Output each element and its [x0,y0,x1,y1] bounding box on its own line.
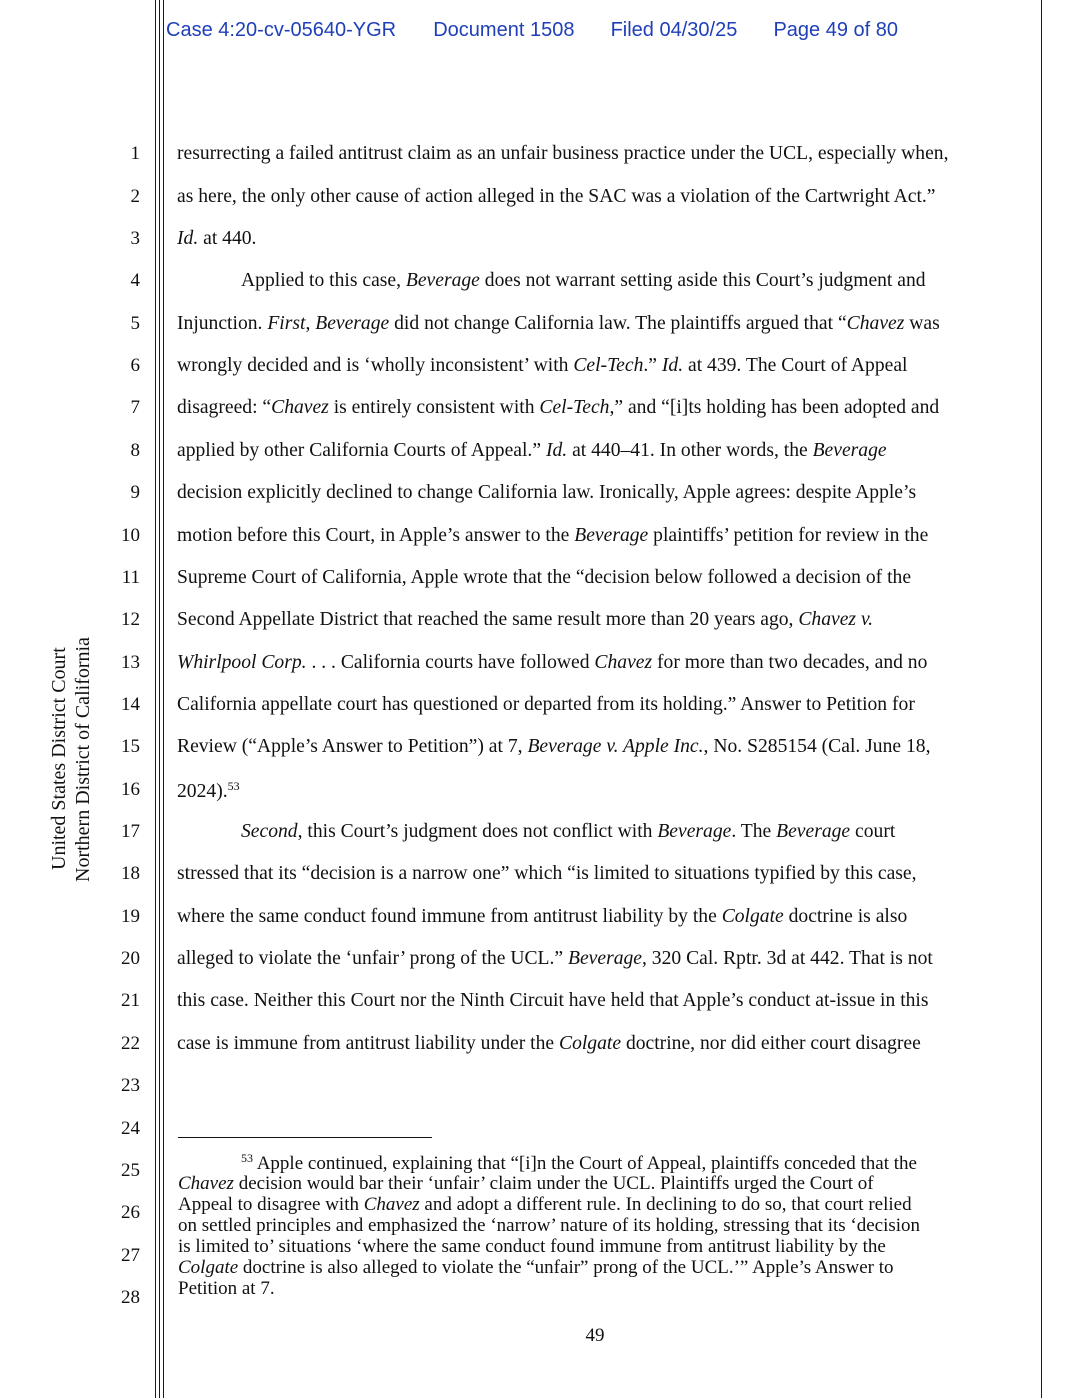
text-run: Supreme Court of California, Apple wrote that the “decision below followed a decision of the [177,567,912,588]
case-name: Beverage [315,313,390,334]
line-number: 13 [121,652,140,673]
line-number: 3 [130,228,140,249]
body-line-22 [177,1033,921,1055]
body-line-7 [177,397,939,419]
text-run: decision explicitly declined to change California law. Ironically, Apple agrees: despite Apple’s [177,482,917,503]
body-line-12 [177,609,873,631]
body-line-2 [177,186,936,208]
court-name: United States District Court [48,647,70,870]
text-run: .” [643,355,662,376]
case-name: Beverage [574,525,649,546]
body-line-3 [177,228,256,250]
case-name: Cel-Tech [539,397,610,418]
text-run: 2024). [177,781,228,802]
text-run: Appeal to disagree with [178,1194,364,1215]
page-of-total: Page 49 of 80 [773,19,899,41]
line-number: 8 [130,440,140,461]
text-run: is limited to’ situations ‘where the same conduct found immune from antitrust liability by the [178,1236,886,1257]
text-run: for more than two decades, and no [652,652,928,673]
text-run: and adopt a different rule. In declining to do so, that court relied [419,1194,912,1215]
case-name: Beverage v. Apple Inc. [527,736,704,757]
left-margin-rule-3 [163,0,164,1398]
line-number: 9 [130,482,140,503]
line-number: 14 [121,694,140,715]
body-line-16 [177,779,240,803]
line-number: 23 [121,1075,140,1096]
text-run: this case. Neither this Court nor the Ninth Circuit have held that Apple’s conduct at-issue in this [177,990,929,1011]
body-line-13 [177,652,927,674]
case-number: Case 4:20-cv-05640-YGR [166,19,397,41]
left-margin-rule-1 [155,0,156,1398]
line-number: 1 [130,143,140,164]
line-number: 15 [121,736,140,757]
text-run: was [904,313,940,334]
line-number: 21 [121,990,140,1011]
text-run: is entirely consistent with [328,397,540,418]
text-run: on settled principles and emphasized the ‘narrow’ nature of its holding, stressing that its ‘decision [178,1215,921,1236]
line-number: 17 [121,821,140,842]
text-run: Petition at 7. [178,1278,275,1299]
line-number: 18 [121,863,140,884]
text-run: Review (“Apple’s Answer to Petition”) at 7, [177,736,528,757]
text-run: at 440. [198,228,257,249]
case-name: Chavez [363,1194,420,1215]
text-run: Second Appellate District that reached the same result more than 20 years ago, [177,609,799,630]
case-name: Chavez [594,652,653,673]
case-name: Whirlpool Corp. [177,652,307,673]
footnote-line-1 [241,1152,917,1173]
body-line-10 [177,525,928,547]
left-margin-rule-2 [159,0,160,1398]
court-sidebar [46,0,102,1398]
line-number: 25 [121,1160,140,1181]
footnote-line-3 [178,1195,912,1214]
text-run: as here, the only other cause of action alleged in the SAC was a violation of the Cartwright Act.” [177,186,936,207]
text-run: alleged to violate the ‘unfair’ prong of the UCL.” [177,948,569,969]
text-run: stressed that its “decision is a narrow one” which “is limited to situations typified by this case, [177,863,917,884]
line-number: 20 [121,948,140,969]
text-run: Applied to this case, [241,270,406,291]
text-run: . . . California courts have followed [306,652,595,673]
footnote-line-2 [178,1174,874,1193]
text-run: court [850,821,896,842]
footnote-line-5 [178,1237,886,1256]
text-run: does not warrant setting aside this Court’s judgment and [479,270,926,291]
emphasis: First [267,313,306,334]
text-run: , [305,313,316,334]
body-line-9 [177,482,916,504]
body-line-18 [177,863,917,885]
body-line-5 [177,313,940,335]
footnote-line-7 [178,1279,275,1298]
line-number: 6 [130,355,140,376]
text-run: motion before this Court, in Apple’s answer to the [177,525,575,546]
document-number: Document 1508 [433,19,575,41]
body-line-21 [177,990,929,1012]
text-run: California appellate court has questioned or departed from its holding.” Answer to Petition for [177,694,915,715]
line-number: 28 [121,1287,140,1308]
text-run: doctrine, nor did either court disagree [621,1033,921,1054]
line-number: 10 [121,525,140,546]
case-header [166,19,898,42]
case-name: Beverage [568,948,642,969]
body-line-14 [177,694,915,716]
text-run: did not change California law. The plaintiffs argued that “ [389,313,847,334]
text-run: wrongly decided and is ‘wholly inconsistent’ with [177,355,574,376]
footnote-number: 53 [241,1151,253,1165]
text-run: , No. S285154 (Cal. June 18, [703,736,931,757]
case-name: Beverage [405,270,480,291]
text-run: at 440–41. In other words, the [567,440,813,461]
footnote-reference[interactable]: 53 [227,779,240,793]
text-run: ,” and “[i]ts holding has been adopted and [609,397,940,418]
case-name: Chavez [846,313,905,334]
text-run: doctrine is also [783,906,908,927]
text-run: doctrine is also alleged to violate the “unfair” prong of the UCL.’” Apple’s Answer to [238,1257,894,1278]
case-name: Beverage [812,440,887,461]
text-run: applied by other California Courts of Appeal.” [177,440,546,461]
line-number: 27 [121,1245,140,1266]
case-name: Beverage [776,821,851,842]
body-line-15 [177,736,931,758]
text-run: , 320 Cal. Rptr. 3d at 442. That is not [642,948,933,969]
text-run: decision would bar their ‘unfair’ claim under the UCL. Plaintiffs urged the Court of [233,1173,874,1194]
text-run: disagreed: “ [177,397,272,418]
text-run: at 439. The Court of Appeal [683,355,908,376]
case-name: Chavez v. [798,609,874,630]
district-name: Northern District of California [72,637,94,882]
case-name: Chavez [271,397,329,418]
page-number: 49 [585,1325,605,1346]
line-number: 4 [130,270,140,291]
line-number: 22 [121,1033,140,1054]
body-line-6 [177,355,908,377]
text-run: Apple continued, explaining that “[i]n the Court of Appeal, plaintiffs conceded that the [253,1153,917,1174]
text-run: Injunction. [177,313,268,334]
footnote-line-4 [178,1216,920,1235]
right-margin-rule [1041,0,1042,1398]
text-run: case is immune from antitrust liability under the [177,1033,559,1054]
footnote-line-6 [178,1258,894,1277]
body-line-4 [241,270,926,292]
citation-id: Id. [661,355,684,376]
case-name: Chavez [178,1173,234,1194]
case-name: Cel-Tech [573,355,644,376]
doctrine-name: Colgate [559,1033,622,1054]
citation-id: Id. [545,440,568,461]
line-number: 16 [121,779,140,800]
text-run: plaintiffs’ petition for review in the [648,525,929,546]
text-run: resurrecting a failed antitrust claim as an unfair business practice under the UCL, especially when, [177,143,949,164]
line-number: 2 [130,186,140,207]
body-line-11 [177,567,911,589]
line-number: 7 [130,397,140,418]
text-run: , this Court’s judgment does not conflict with [297,821,658,842]
line-number: 26 [121,1202,140,1223]
body-line-1 [177,143,949,165]
line-number: 11 [121,567,140,588]
text-run: . The [731,821,777,842]
line-number: 24 [121,1118,140,1139]
body-line-19 [177,906,907,928]
doctrine-name: Colgate [178,1257,239,1278]
doctrine-name: Colgate [721,906,784,927]
body-line-20 [177,948,933,970]
line-number: 12 [121,609,140,630]
case-name: Beverage [657,821,732,842]
body-line-8 [177,440,887,462]
line-number: 5 [130,313,140,334]
citation-id: Id. [177,228,199,249]
text-run: where the same conduct found immune from antitrust liability by the [177,906,722,927]
filed-date: Filed 04/30/25 [610,19,738,41]
emphasis: Second [241,821,298,842]
footnote-separator [178,1137,432,1138]
body-line-17 [241,821,895,843]
line-number: 19 [121,906,140,927]
